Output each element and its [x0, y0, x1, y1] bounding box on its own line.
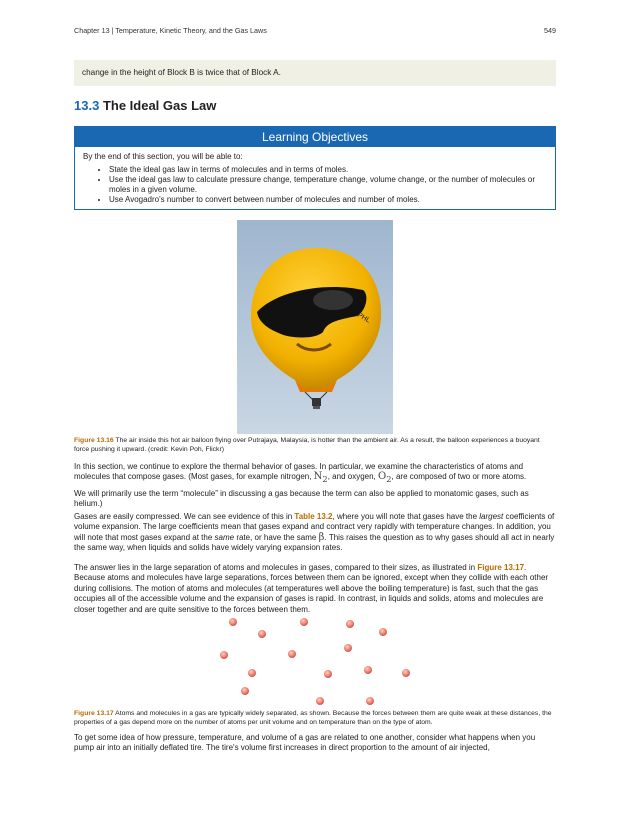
paragraph-3 [74, 512, 556, 554]
learning-objectives-box [74, 126, 556, 210]
objective-item: • State the ideal gas law in terms of molecules and in terms of moles. [109, 165, 555, 175]
page-number: 549 [544, 26, 556, 35]
paragraph-4 [74, 563, 556, 615]
chapter-title: Chapter 13 | Temperature, Kinetic Theory, and the Gas Laws [74, 26, 267, 35]
atom [402, 669, 410, 677]
section-title: The Ideal Gas Law [102, 98, 217, 113]
note-box: change in the height of Block B is twice that of Block A. [74, 60, 556, 86]
atom [288, 650, 296, 658]
emphasis: same [214, 532, 235, 542]
figure-13-17-caption [74, 709, 556, 727]
objective-item: • Use the ideal gas law to calculate pressure change, temperature change, volume change, or the number of molecules or moles in a given volume. [109, 175, 555, 195]
figure-label: Figure 13.16 [74, 437, 114, 444]
text: , are composed of two or more atoms. [391, 472, 527, 482]
text: In this section, we continue to explore the thermal behavior of gases. In particular, we examine the characteristics of atoms and molecules that compose gases. (Most gases, for example nitrogen, [74, 462, 524, 482]
atom [229, 618, 237, 626]
paragraph-1 [74, 462, 556, 485]
page-header [74, 26, 556, 35]
text: . Because atoms and molecules have large separations, forces between them can be ignored, except when they collide with each other during collisions. The motion of atoms and molecules (at temperatures well above the boiling temperature) is fast, such that the gas occupies all of the accessible volume and the expansion of gases is rapid. In contrast, in liquids and solids, atoms and molecules are closer together and are quite sensitive to the forces between them. [74, 563, 549, 614]
atom [258, 630, 266, 638]
figure-13-16-caption [74, 436, 556, 454]
caption-text: The air inside this hot air balloon flying over Putrajaya, Malaysia, is hotter than the ambient air. As a result, the balloon experiences a buoyant force pushing it upward. (credit: Kevin Poh, Flickr) [74, 437, 540, 453]
paragraph-5: To get some idea of how pressure, temperature, and volume of a gas are related to one another, consider what happens when you pump air into an initially deflated tire. The tire's volume first increases in direct proportion to the amount of air injected, [74, 733, 536, 753]
text: , and oxygen, [327, 472, 378, 482]
atom [364, 666, 372, 674]
paragraph-2: We will primarily use the term “molecule” in discussing a gas because the term can also be applied to monatomic gases, such as helium.) [74, 489, 529, 509]
emphasis: largest [479, 512, 504, 521]
gas-atoms-figure [210, 612, 420, 712]
figure-label: Figure 13.17 [74, 710, 114, 717]
atom [366, 697, 374, 705]
balloon-lettering: PHL [356, 311, 372, 325]
atom [344, 644, 352, 652]
objectives-list [75, 165, 555, 205]
figure-link[interactable]: Figure 13.17 [477, 563, 525, 572]
math-o2 [378, 471, 392, 485]
n2-subscript: 2 [322, 474, 328, 485]
hot-air-balloon-photo [237, 220, 393, 434]
atom [300, 618, 308, 626]
learning-objectives-title: Learning Objectives [75, 127, 555, 147]
text: . This raises the question as to why gases should all act in nearly the same way, when liquids and solids have widely varying expansion rates. [74, 532, 555, 553]
atom [316, 697, 324, 705]
caption-text: Atoms and molecules in a gas are typically widely separated, as shown. Because the forces between them are quite weak at these distances, the properties of a gas depend more on the number of atoms per unit volume and on temperature than on the type of atom. [74, 710, 552, 726]
o2-symbol: O [378, 471, 387, 483]
atom [220, 651, 228, 659]
text: rate, or have the same [234, 532, 319, 542]
math-n2 [313, 471, 328, 485]
atom [346, 620, 354, 628]
atom [379, 628, 387, 636]
n2-symbol: N [313, 471, 323, 483]
text: coefficients of volume expansion. The large coefficients mean that gases expand and contract very rapidly with temperature changes. In addition, you will note that most gases expand at the [74, 512, 555, 542]
objective-item: • Use Avogadro's number to convert between number of molecules and number of moles. [109, 195, 555, 205]
atom [248, 669, 256, 677]
section-number: 13.3 [74, 98, 100, 113]
section-heading [74, 98, 216, 113]
table-link[interactable]: Table 13.2 [294, 512, 333, 521]
objectives-intro: By the end of this section, you will be able to: [83, 152, 243, 161]
text: Gases are easily compressed. We can see evidence of this in [74, 512, 295, 521]
text: The answer lies in the large separation of atoms and molecules in gases, compared to their sizes, as illustrated in [74, 563, 478, 572]
atom [241, 687, 249, 695]
o2-subscript: 2 [386, 474, 392, 485]
text: , where you will note that gases have the [332, 512, 480, 521]
atom [324, 670, 332, 678]
math-beta: β [318, 531, 325, 543]
